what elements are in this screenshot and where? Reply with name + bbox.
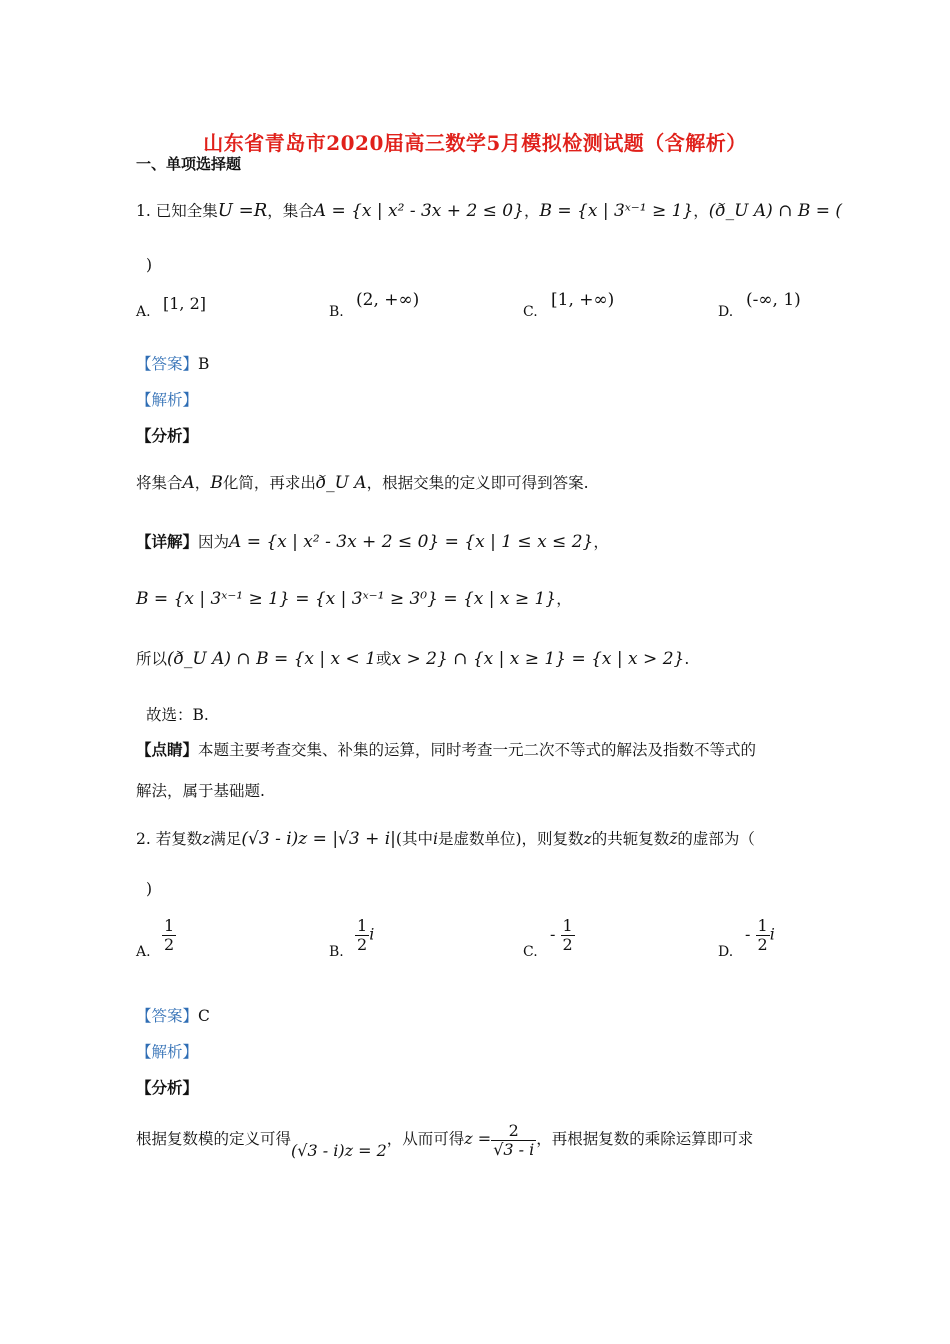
page-title: 山东省青岛市2020届高三数学5月模拟检测试题（含解析） (203, 131, 747, 155)
q1-option-c-label: C. (523, 304, 538, 320)
q1-option-d-value: (-∞, 1) (746, 290, 801, 310)
q1-detail-line1-end: ， (593, 533, 609, 551)
q2-option-b-denominator: 2 (357, 934, 368, 954)
q1-fenxi-set-b: B (210, 473, 223, 493)
q2-stem-part1: 2. 若复数 (136, 830, 203, 848)
q2-fenxi-text-1: 根据复数模的定义可得 (136, 1130, 292, 1149)
q2-option-b-fraction (355, 917, 369, 953)
q1-fenxi-text (136, 471, 589, 493)
q2-option-a-fraction (162, 917, 176, 953)
q2-fenxi-z-lhs: z = (464, 1129, 492, 1149)
q2-stem (136, 827, 755, 849)
q1-set-a: A = {x | x² - 3x + 2 ≤ 0} (313, 201, 524, 221)
q2-analysis-tag: 【解析】 (136, 1043, 199, 1061)
q2-i-symbol: i (432, 830, 438, 848)
q1-option-d-label: D. (718, 304, 734, 320)
q2-fenxi-text (136, 1122, 753, 1160)
q1-comma1: ， (523, 202, 540, 220)
q1-analysis-tag: 【解析】 (136, 391, 199, 409)
q1-stem (136, 199, 842, 221)
q2-option-b-suffix: i (369, 924, 375, 944)
q2-stem-part5: 的共轭复数 (591, 830, 670, 848)
q1-detail-line3-end: . (684, 650, 690, 668)
q2-answer-value: C (198, 1007, 210, 1025)
q2-stem-part6: 的虚部为（ (677, 830, 755, 848)
q2-option-c-denominator: 2 (562, 934, 573, 954)
q2-option-d-numerator: 1 (757, 916, 768, 935)
q1-stem-part2: ，集合 (267, 202, 314, 220)
q2-option-a-label: A. (136, 944, 151, 960)
q2-option-b-numerator: 1 (357, 916, 368, 935)
q1-set-b: B = {x | 3ˣ⁻¹ ≥ 1} (539, 201, 694, 221)
section-heading: 一、单项选择题 (136, 155, 242, 173)
q2-fenxi-text-2: ，从而可得 (386, 1130, 465, 1149)
q1-answer-value: B (198, 355, 210, 373)
q1-option-a-label: A. (136, 304, 151, 320)
q1-dianjing-line2: 解法，属于基础题. (136, 782, 265, 800)
q2-fenxi-fraction-denominator: √3 - i (493, 1139, 535, 1159)
q1-expression: (ð_U A) ∩ B = ( (708, 201, 843, 221)
q2-option-a-numerator: 1 (164, 916, 175, 935)
q1-answer-tag: 【答案】 (136, 355, 199, 373)
q1-comma2: ， (693, 202, 709, 220)
q1-detail-line3-or: 或 (376, 650, 392, 668)
q1-option-b-label: B. (329, 304, 344, 320)
q2-equation: (√3 - i)z = |√3 + i| (241, 829, 396, 849)
q1-fenxi-comma: ， (194, 474, 211, 492)
q2-fenxi-fraction (491, 1122, 536, 1158)
q2-answer-tag: 【答案】 (136, 1007, 199, 1025)
q2-z-symbol-1: z (202, 830, 211, 848)
q1-option-c-value: [1, +∞) (551, 290, 615, 310)
q2-fenxi-equation: (√3 - i)z = 2 (291, 1141, 387, 1161)
q1-choose: 故选：B. (146, 706, 209, 724)
q2-option-c-sign: - (550, 924, 556, 944)
q2-option-a-denominator: 2 (164, 934, 175, 954)
q2-option-a-value (162, 917, 176, 953)
q1-answer (136, 352, 209, 374)
q2-option-d-fraction (756, 917, 770, 953)
q2-stem-part2: 满足 (210, 830, 242, 848)
q1-detail-tag: 【详解】 (136, 532, 199, 551)
q1-dianjing-line1 (136, 738, 756, 760)
q2-option-d-label: D. (718, 944, 734, 960)
q2-stem-part4: 是虚数单位)，则复数 (437, 830, 584, 848)
q1-fenxi-text-3: ，根据交集的定义即可得到答案. (366, 474, 589, 492)
q1-dianjing-tag: 【点睛】 (136, 740, 199, 759)
q1-fenxi-text-2: 化简，再求出 (222, 474, 316, 492)
q2-stem-part3: (其中 (395, 830, 433, 848)
q2-option-d-sign: - (745, 924, 751, 944)
q1-detail-line2 (136, 587, 572, 609)
q2-option-d-denominator: 2 (757, 934, 768, 954)
q1-detail-line1 (136, 530, 609, 552)
q1-fenxi-tag: 【分析】 (136, 426, 199, 445)
q1-detail-line1-text: 因为 (198, 533, 230, 551)
q1-close-paren: ) (146, 256, 153, 274)
q1-stem-part1: 1. 已知全集 (136, 202, 218, 220)
q2-close-paren: ) (146, 880, 153, 898)
q1-detail-line3-text: 所以 (136, 650, 168, 668)
q2-option-c-fraction (561, 917, 575, 953)
q2-z-symbol-2: z (583, 830, 592, 848)
q2-z-conjugate: z̄ (669, 830, 678, 848)
q2-option-d-suffix: i (769, 924, 775, 944)
q1-detail-line3-math-b: x > 2} ∩ {x | x ≥ 1} = {x | x > 2} (391, 649, 685, 669)
q1-detail-line3-math-a: (ð_U A) ∩ B = {x | x < 1 (167, 649, 377, 669)
q2-answer (136, 1004, 210, 1026)
q2-option-b-label: B. (329, 944, 344, 960)
q1-universal-set: U =R (217, 200, 268, 221)
q2-fenxi-fraction-numerator: 2 (491, 1122, 536, 1141)
q2-fenxi-text-3: ，再根据复数的乘除运算即可求 (536, 1130, 754, 1149)
q1-detail-line1-math: A = {x | x² - 3x + 2 ≤ 0} = {x | 1 ≤ x ≤ 2} (229, 532, 594, 552)
q2-fenxi-tag: 【分析】 (136, 1078, 199, 1097)
q1-fenxi-text-1: 将集合 (136, 474, 183, 492)
q1-detail-line2-end: ， (556, 590, 572, 608)
q1-detail-line2-math: B = {x | 3ˣ⁻¹ ≥ 1} = {x | 3ˣ⁻¹ ≥ 3⁰} = {x | x ≥ 1} (136, 589, 557, 609)
q1-option-a-value: [1, 2] (163, 294, 207, 313)
q1-fenxi-set-a: A (182, 473, 195, 493)
q1-fenxi-complement: ð_U A (315, 473, 367, 493)
q2-option-c-value (550, 917, 575, 953)
q2-option-c-numerator: 1 (562, 916, 573, 935)
q2-option-c-label: C. (523, 944, 538, 960)
q1-option-b-value: (2, +∞) (356, 290, 420, 310)
q1-detail-line3 (136, 647, 689, 669)
q1-dianjing-text-1: 本题主要考查交集、补集的运算，同时考查一元二次不等式的解法及指数不等式的 (198, 741, 757, 759)
q2-option-b-value (355, 917, 374, 953)
q2-option-d-value (745, 917, 775, 953)
